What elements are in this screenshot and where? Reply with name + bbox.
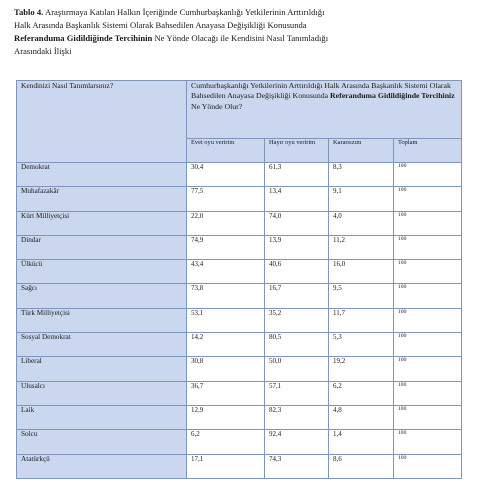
cell-toplam: 100 [394, 333, 462, 357]
cell-hayir: 74,3 [265, 454, 329, 478]
cell-hayir: 13,9 [265, 235, 329, 259]
column-header-hayir: Hayır oyu veririm [265, 139, 329, 163]
cell-toplam: 100 [394, 405, 462, 429]
cell-kararsiz: 8,6 [329, 454, 394, 478]
cell-evet: 74,9 [187, 235, 265, 259]
cell-kararsiz: 9,1 [329, 187, 394, 211]
column-header-toplam: Toplam [394, 139, 462, 163]
table-row [17, 381, 462, 405]
cell-toplam: 100 [394, 260, 462, 284]
table-row [17, 187, 462, 211]
cell-hayir: 82,3 [265, 405, 329, 429]
cell-evet: 12,9 [187, 405, 265, 429]
cell-toplam: 100 [394, 163, 462, 187]
caption-line-1: Araştırmaya Katılan Halkın İçeriğinde Cumhurbaşkanlığı Yetkilerinin Arttırıldığı [43, 7, 325, 17]
cell-hayir: 50,0 [265, 357, 329, 381]
cell-hayir: 40,6 [265, 260, 329, 284]
table-row [17, 211, 462, 235]
cell-kararsiz: 1,4 [329, 430, 394, 454]
cell-hayir: 61,3 [265, 163, 329, 187]
table-row [17, 260, 462, 284]
group-header-end: Ne Yönde Olur? [191, 101, 243, 111]
cell-toplam: 100 [394, 284, 462, 308]
cell-hayir: 13,4 [265, 187, 329, 211]
cell-kararsiz: 11,7 [329, 308, 394, 332]
cell-kararsiz: 9,5 [329, 284, 394, 308]
caption-line-3-bold: Referanduma Gidildiğinde Tercihinin [14, 33, 153, 43]
row-label: Türk Milliyetçisi [17, 308, 187, 332]
cell-kararsiz: 6,2 [329, 381, 394, 405]
cell-toplam: 100 [394, 308, 462, 332]
cell-evet: 43,4 [187, 260, 265, 284]
table-row [17, 235, 462, 259]
cell-evet: 17,1 [187, 454, 265, 478]
cell-toplam: 100 [394, 235, 462, 259]
cell-evet: 22,0 [187, 211, 265, 235]
row-label: Laik [17, 405, 187, 429]
cell-kararsiz: 4,0 [329, 211, 394, 235]
survey-table [16, 80, 462, 479]
cell-evet: 77,5 [187, 187, 265, 211]
caption-label: Tablo 4. [14, 7, 44, 17]
table-row [17, 430, 462, 454]
cell-evet: 53,1 [187, 308, 265, 332]
cell-kararsiz: 4,8 [329, 405, 394, 429]
row-label: Liberal [17, 357, 187, 381]
cell-toplam: 100 [394, 430, 462, 454]
row-label: Sosyal Demokrat [17, 333, 187, 357]
cell-evet: 6,2 [187, 430, 265, 454]
cell-hayir: 57,1 [265, 381, 329, 405]
cell-hayir: 16,7 [265, 284, 329, 308]
group-header-text: Cumhurbaşkanlığı Yetkilerinin Arttırıldığı Halk Arasında Başkanlık Sistemi Olarak Bahsedilen Anayasa Değişikliği Konusunda [191, 81, 451, 101]
cell-kararsiz: 8,3 [329, 163, 394, 187]
table-row [17, 308, 462, 332]
cell-toplam: 100 [394, 381, 462, 405]
row-label: Solcu [17, 430, 187, 454]
group-header [187, 81, 462, 139]
row-label: Muhafazakâr [17, 187, 187, 211]
cell-evet: 30,8 [187, 357, 265, 381]
row-label: Ulusalcı [17, 381, 187, 405]
stub-header: Kendinizi Nasıl Tanımlarsınız? [17, 81, 187, 163]
column-header-kararsiz: Kararsızım [329, 139, 394, 163]
cell-toplam: 100 [394, 187, 462, 211]
row-label: Ülkücü [17, 260, 187, 284]
table-row [17, 357, 462, 381]
row-label: Kürt Milliyetçisi [17, 211, 187, 235]
table-row [17, 405, 462, 429]
cell-evet: 14,2 [187, 333, 265, 357]
cell-toplam: 100 [394, 454, 462, 478]
row-label: Demokrat [17, 163, 187, 187]
caption-line-4: Arasındaki İlişki [14, 46, 72, 56]
table-row [17, 284, 462, 308]
table-row [17, 454, 462, 478]
cell-hayir: 35,2 [265, 308, 329, 332]
cell-evet: 30,4 [187, 163, 265, 187]
row-label: Dindar [17, 235, 187, 259]
cell-kararsiz: 16,0 [329, 260, 394, 284]
cell-hayir: 80,5 [265, 333, 329, 357]
cell-evet: 73,8 [187, 284, 265, 308]
cell-kararsiz: 5,3 [329, 333, 394, 357]
cell-evet: 36,7 [187, 381, 265, 405]
row-label: Atatürkçü [17, 454, 187, 478]
group-header-bold: Referanduma Gidildiğinde Tercihiniz [330, 91, 455, 101]
cell-hayir: 74,0 [265, 211, 329, 235]
cell-kararsiz: 19,2 [329, 357, 394, 381]
column-header-evet: Evet oyu veririm [187, 139, 265, 163]
row-label: Sağcı [17, 284, 187, 308]
cell-hayir: 92,4 [265, 430, 329, 454]
caption-line-2: Halk Arasında Başkanlık Sistemi Olarak Bahsedilen Anayasa Değişikliği Konusunda [14, 20, 307, 30]
cell-toplam: 100 [394, 211, 462, 235]
cell-kararsiz: 11,2 [329, 235, 394, 259]
table-row [17, 163, 462, 187]
table-row [17, 333, 462, 357]
cell-toplam: 100 [394, 357, 462, 381]
table-caption [14, 6, 466, 58]
caption-line-3: Ne Yönde Olacağı ile Kendisini Nasıl Tanımladığı [152, 33, 329, 43]
